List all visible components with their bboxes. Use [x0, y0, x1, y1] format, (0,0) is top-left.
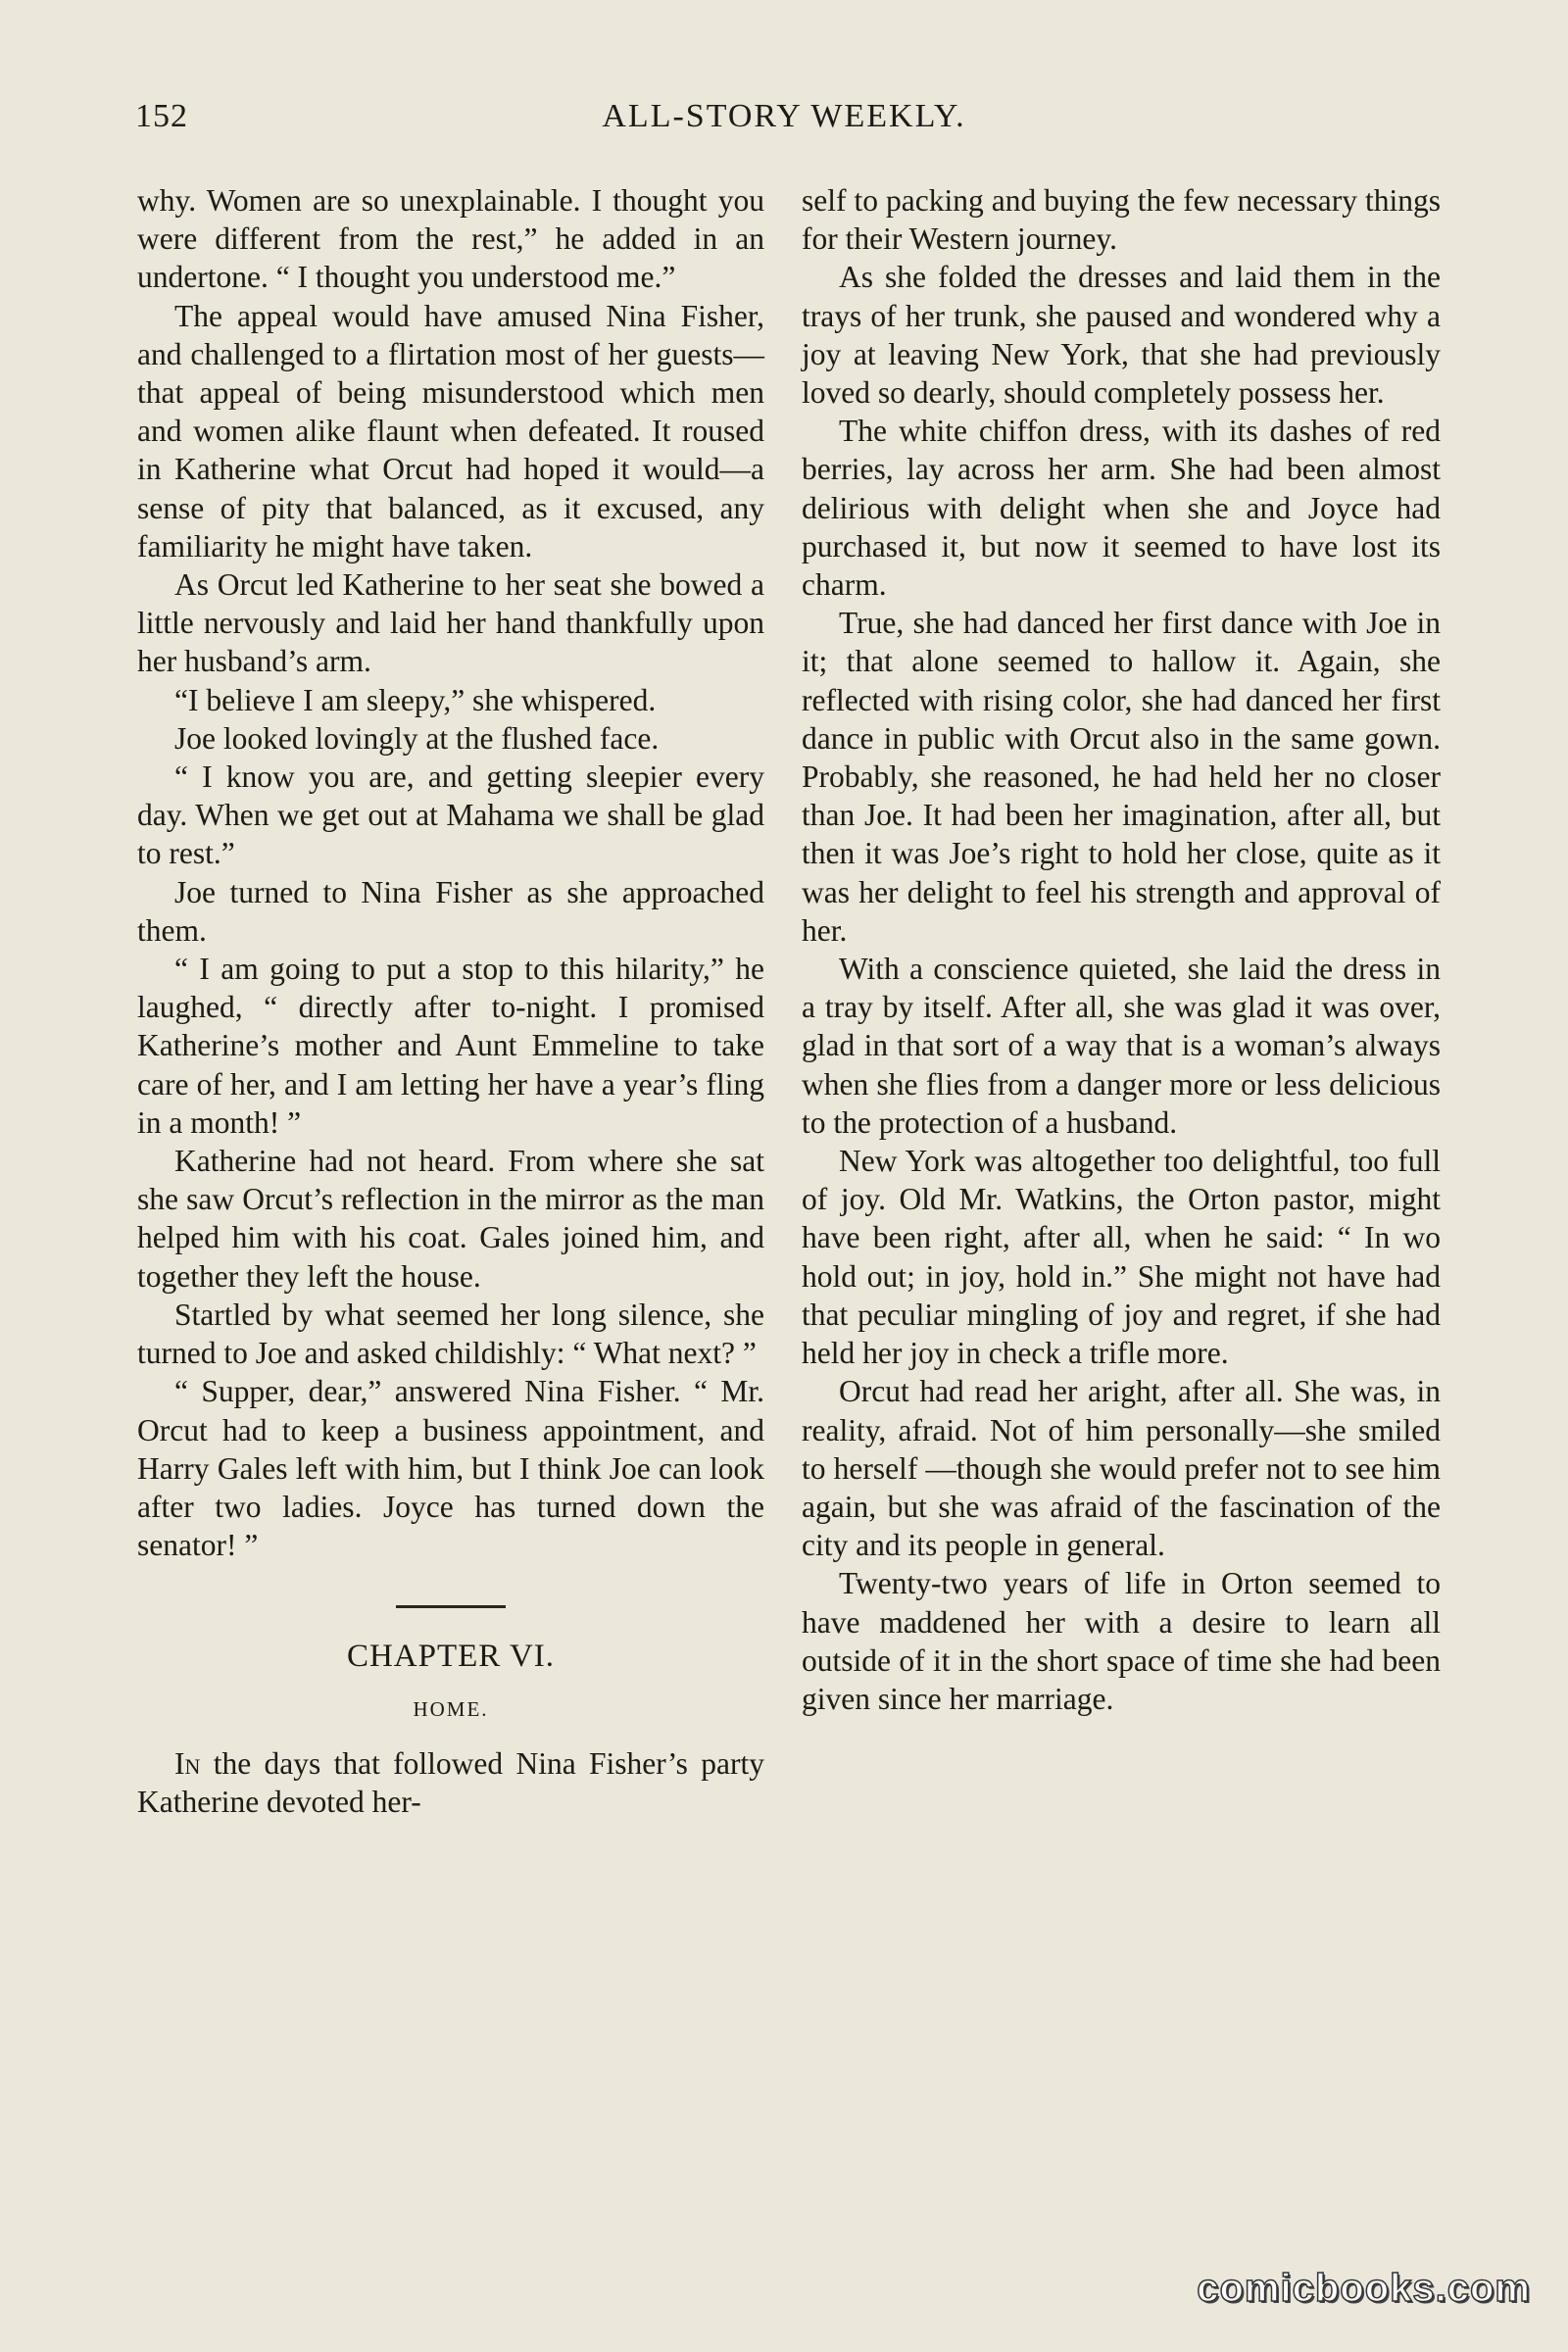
watermark: comicbooks.com	[1197, 2267, 1531, 2310]
chapter-opening-paragraph	[137, 1744, 764, 1821]
chapter-subtitle: HOME.	[413, 1696, 489, 1721]
running-head: ALL-STORY WEEKLY.	[602, 98, 966, 134]
paragraph: Twenty-two years of life in Orton seemed to have maddened her with a desire to learn all outside of it in the short space of time she had been given since her marriage.	[802, 1566, 1441, 1716]
paragraph: Startled by what seemed her long silence, she turned to Joe and asked childishly: “ What next? ”	[137, 1297, 764, 1371]
paragraph: “I believe I am sleepy,” she whispered.	[174, 682, 657, 717]
paragraph: New York was altogether too delightful, too full of joy. Old Mr. Watkins, the Orton pastor, might have been right, after all, when he said: “ In wo hold out; in joy, hold in.” She might not have had that peculiar mingling of joy and regret, if she had held her joy in check a trifle more.	[802, 1144, 1441, 1371]
left-column	[137, 181, 764, 1821]
chapter-opening-word: In	[174, 1745, 201, 1781]
paragraph: Joe turned to Nina Fisher as she approached them.	[137, 874, 764, 948]
paragraph: “ Supper, dear,” answered Nina Fisher. “ Mr. Orcut had to keep a business appointment, and Harry Gales left with him, but I think Joe can look after two ladies. Joyce has turned down the senator! ”	[137, 1374, 764, 1563]
right-column	[802, 181, 1441, 1718]
paragraph: Joe looked lovingly at the flushed face.	[174, 720, 660, 756]
paragraph: why. Women are so unexplainable. I thought you were different from the rest,” he added in an undertone. “ I thought you understood me.”	[137, 183, 764, 295]
paragraph: “ I know you are, and getting sleepier every day. When we get out at Mahama we shall be glad to rest.”	[137, 760, 764, 871]
page-header	[135, 98, 1433, 147]
page-number: 152	[135, 98, 188, 134]
paragraph: “ I am going to put a stop to this hilarity,” he laughed, “ directly after to-night. I promised Katherine’s mother and Aunt Emmeline to take care of her, and I am letting her have a year’s fling in a month! ”	[137, 952, 764, 1140]
chapter-title: CHAPTER VI.	[346, 1639, 556, 1675]
paragraph: The appeal would have amused Nina Fisher, and challenged to a flirtation most of her guests—that appeal of being misunderstood which men and women alike flaunt when defeated. It roused in Katherine what Orcut had hoped it would—a sense of pity that balanced, as it excused, any familiarity he might have taken.	[137, 298, 764, 564]
paragraph: Orcut had read her aright, after all. She was, in reality, afraid. Not of him personally—she smiled to herself —though she would prefer not to see him again, but she was afraid of the fascination of the city and its people in general.	[802, 1374, 1441, 1563]
paragraph: Katherine had not heard. From where she sat she saw Orcut’s reflection in the mirror as the man helped him with his coat. Gales joined him, and together they left the house.	[137, 1144, 764, 1294]
chapter-divider	[396, 1605, 506, 1608]
paragraph: The white chiffon dress, with its dashes of red berries, lay across her arm. She had been almost delirious with delight when she and Joyce had purchased it, but now it seemed to have lost its charm.	[802, 414, 1441, 603]
paragraph: With a conscience quieted, she laid the dress in a tray by itself. After all, she was glad it was over, glad in that sort of a way that is a woman’s always when she flies from a danger more or less delicious to the protection of a husband.	[802, 952, 1441, 1140]
paragraph: As Orcut led Katherine to her seat she bowed a little nervously and laid her hand thankfully upon her husband’s arm.	[137, 567, 764, 679]
paragraph: True, she had danced her first dance with Joe in it; that alone seemed to hallow it. Again, she reflected with rising color, she had danced her first dance in public with Orcut also in the same gown. Probably, she reasoned, he had held her no closer than Joe. It had been her imagination, after all, but then it was Joe’s right to hold her close, quite as it was her delight to feel his strength and approval of her.	[802, 606, 1441, 948]
paragraph: As she folded the dresses and laid them in the trays of her trunk, she paused and wondered why a joy at leaving New York, that she had previously loved so dearly, should completely possess her.	[802, 260, 1441, 411]
chapter-opening-text: the days that followed Nina Fisher’s party Katherine devoted her-	[137, 1745, 764, 1819]
paragraph: self to packing and buying the few necessary things for their Western journey.	[802, 183, 1441, 257]
